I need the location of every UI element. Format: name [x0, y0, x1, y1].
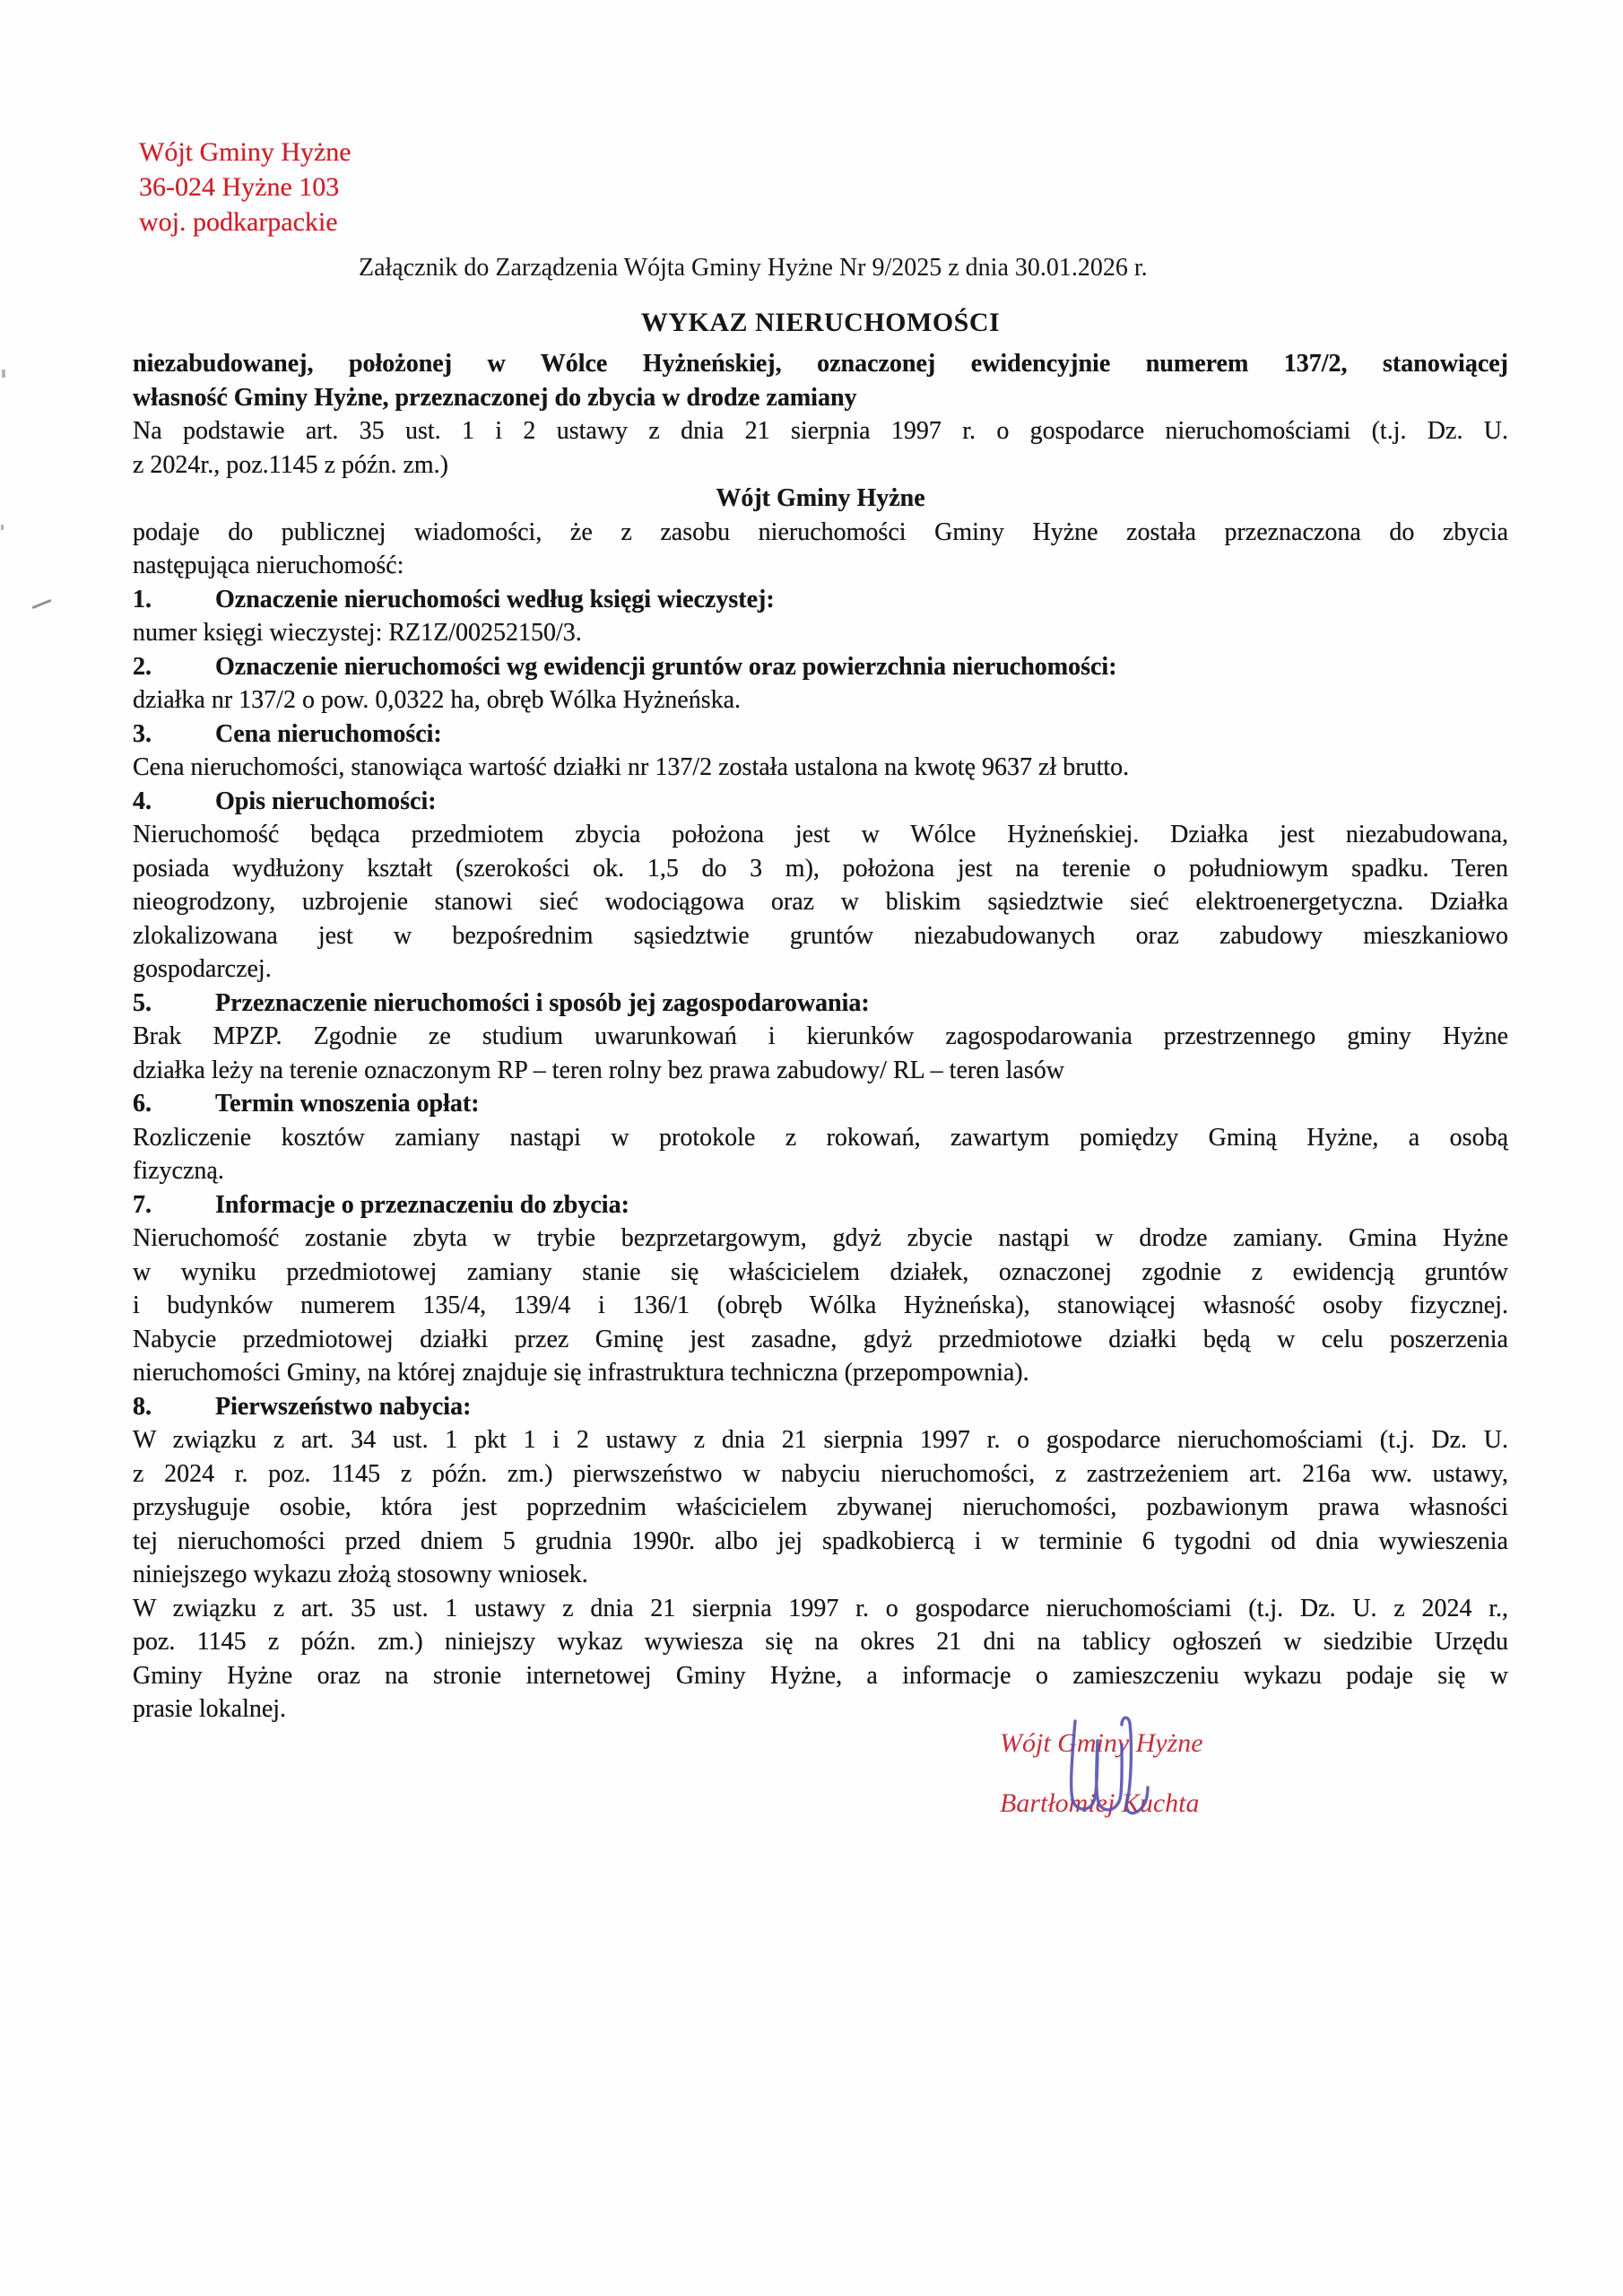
attachment-line: Załącznik do Zarządzenia Wójta Gminy Hyżne Nr 9/2025 z dnia 30.01.2026 r.	[359, 254, 1148, 282]
text-line: fizyczną.	[133, 1157, 224, 1185]
text-line: niniejszego wykazu złożą stosowny wniosek.	[133, 1561, 588, 1588]
text-line: nieruchomości Gminy, na której znajduje się infrastruktura techniczna (przepompownia).	[133, 1359, 1029, 1387]
section-heading-text: Oznaczenie nieruchomości według księgi wieczystej:	[215, 585, 775, 613]
text-line: Rozliczenie kosztów zamiany nastąpi w protokole z rokowań, zawartym pomiędzy Gminą Hyżne, a osobą	[133, 1123, 1508, 1152]
text-line: z 2024r., poz.1145 z późn. zm.)	[133, 450, 448, 479]
section-number: 6.	[133, 1090, 152, 1118]
text-line: przysługuje osobie, która jest poprzednim właścicielem zbywanej nieruchomości, pozbawionym prawa własności	[133, 1493, 1508, 1521]
scan-speck	[2, 370, 5, 378]
section-number: 4.	[133, 787, 152, 815]
section-heading-text: Pierwszeństwo nabycia:	[215, 1392, 472, 1421]
section-heading	[133, 785, 1508, 819]
section-heading-text: Termin wnoszenia opłat:	[215, 1090, 480, 1118]
section-paragraph	[133, 1121, 1508, 1188]
section-paragraph	[133, 818, 1508, 987]
section-heading	[133, 1087, 1508, 1121]
text-line: numer księgi wieczystej: RZ1Z/00252150/3.	[133, 619, 582, 647]
section-heading	[133, 650, 1508, 684]
section-number: 2.	[133, 652, 152, 681]
subject-paragraph	[133, 347, 1508, 414]
letterhead-line: 36-024 Hyżne 103	[139, 172, 340, 202]
document-column	[133, 135, 1508, 1726]
text-line: działka leży na terenie oznaczonym RP – teren rolny bez prawa zabudowy/ RL – teren lasów	[133, 1056, 1064, 1084]
text-line: gospodarczej.	[133, 955, 272, 983]
margin-pen-mark	[31, 599, 51, 609]
section-paragraph	[133, 683, 1508, 718]
signature-title: Wójt Gminy Hyżne	[1000, 1728, 1203, 1758]
text-line: Na podstawie art. 35 ust. 1 i 2 ustawy z dnia 21 sierpnia 1997 r. o gospodarce nieruchomościami (t.j. Dz. U.	[133, 417, 1508, 445]
section-heading	[133, 583, 1508, 617]
text-line: tej nieruchomości przed dniem 5 grudnia 1990r. albo jej spadkobiercą i w terminie 6 tygodni od dnia wywieszenia	[133, 1526, 1508, 1555]
text-line: podaje do publicznej wiadomości, że z zasobu nieruchomości Gminy Hyżne została przeznaczona do zbycia	[133, 517, 1508, 546]
text-line: prasie lokalnej.	[133, 1695, 287, 1723]
text-line: następująca nieruchomość:	[133, 552, 404, 579]
section-number: 8.	[133, 1392, 152, 1421]
text-line: Nieruchomość zostanie zbyta w trybie bezprzetargowym, gdyż zbycie nastąpi w drodze zamiany. Gmina Hyżne	[133, 1224, 1508, 1252]
text-line: nieogrodzony, uzbrojenie stanowi sieć wodociągowa oraz w bliskim sąsiedztwie sieć elektroenergetyczna. Działka	[133, 888, 1508, 916]
section-paragraph	[133, 751, 1508, 785]
text-line: Brak MPZP. Zgodnie ze studium uwarunkowań i kierunków zagospodarowania przestrzennego gminy Hyżne	[133, 1022, 1508, 1050]
section-heading	[133, 1390, 1508, 1424]
text-line: Gminy Hyżne oraz na stronie internetowej Gminy Hyżne, a informacje o zamieszczeniu wykazu podaje się w	[133, 1661, 1508, 1690]
text-line: W związku z art. 34 ust. 1 pkt 1 i 2 ustawy z dnia 21 sierpnia 1997 r. o gospodarce nieruchomościami (t.j. Dz. U.	[133, 1426, 1508, 1454]
section-heading	[133, 987, 1508, 1021]
section-number: 5.	[133, 988, 152, 1017]
section-paragraph	[133, 1592, 1508, 1726]
text-line: i budynków numerem 135/4, 139/4 i 136/1 (obręb Wólka Hyżneńska), stanowiącej własność osoby fizycznej.	[133, 1292, 1508, 1319]
section-heading-text: Opis nieruchomości:	[215, 787, 437, 815]
text-line: niezabudowanej, położonej w Wólce Hyżneńskiej, oznaczonej ewidencyjnie numerem 137/2, stanowiącej	[133, 350, 1508, 378]
scan-speck	[1, 525, 4, 530]
text-line: W związku z art. 35 ust. 1 ustawy z dnia 21 sierpnia 1997 r. o gospodarce nieruchomościami (t.j. Dz. U. z 2024 r.,	[133, 1594, 1508, 1622]
handwritten-signature-ink	[1051, 1709, 1185, 1834]
text-line: zlokalizowana jest w bezpośrednim sąsiedztwie gruntów niezabudowanych oraz zabudowy mieszkaniowo	[133, 921, 1508, 950]
document-title: WYKAZ NIERUCHOMOŚCI	[640, 308, 1001, 337]
text-line: z 2024 r. poz. 1145 z późn. zm.) pierwszeństwo w nabyciu nieruchomości, z zastrzeżeniem art. 216a ww. ustawy,	[133, 1459, 1508, 1488]
section-number: 3.	[133, 719, 152, 748]
section-heading-text: Informacje o przeznaczeniu do zbycia:	[215, 1190, 629, 1219]
text-line: w wyniku przedmiotowej zamiany stanie się właścicielem działek, oznaczonej zgodnie z ewidencją gruntów	[133, 1257, 1508, 1286]
section-paragraph	[133, 1222, 1508, 1390]
text-line: poz. 1145 z późn. zm.) niniejszy wykaz wywiesza się na okres 21 dni na tablicy ogłoszeń w siedzibie Urzędu	[133, 1628, 1508, 1656]
text-line: własność Gminy Hyżne, przeznaczonej do zbycia w drodze zamiany	[133, 383, 857, 412]
signature-name: Bartłomiej Kuchta	[1000, 1788, 1200, 1818]
authority-line: Wójt Gminy Hyżne	[716, 484, 925, 512]
text-line: Nabycie przedmiotowej działki przez Gminę jest zasadne, gdyż przedmiotowe działki będą w celu poszerzenia	[133, 1325, 1508, 1353]
section-heading-text: Oznaczenie nieruchomości wg ewidencji gruntów oraz powierzchnia nieruchomości:	[215, 652, 1117, 681]
section-number: 7.	[133, 1190, 152, 1219]
section-heading-text: Przeznaczenie nieruchomości i sposób jej zagospodarowania:	[215, 988, 870, 1017]
text-line: działka nr 137/2 o pow. 0,0322 ha, obręb Wólka Hyżneńska.	[133, 686, 742, 714]
text-line: Nieruchomość będąca przedmiotem zbycia położona jest w Wólce Hyżneńskiej. Działka jest niezabudowana,	[133, 821, 1508, 848]
section-paragraph	[133, 616, 1508, 650]
text-line: Cena nieruchomości, stanowiąca wartość działki nr 137/2 została ustalona na kwotę 9637 zł brutto.	[133, 753, 1130, 781]
section-heading-text: Cena nieruchomości:	[215, 719, 442, 748]
legal-basis-paragraph	[133, 414, 1508, 482]
section-heading	[133, 718, 1508, 752]
text-line: posiada wydłużony kształt (szerokości ok. 1,5 do 3 m), położona jest na terenie o południowym spadku. Teren	[133, 854, 1508, 883]
section-heading	[133, 1188, 1508, 1222]
announcement-paragraph	[133, 516, 1508, 583]
letterhead-line: woj. podkarpackie	[139, 207, 338, 237]
section-paragraph	[133, 1020, 1508, 1087]
letterhead	[139, 135, 1508, 239]
letterhead-line: Wójt Gminy Hyżne	[139, 137, 352, 167]
section-number: 1.	[133, 585, 152, 613]
document-body	[133, 347, 1508, 1726]
section-paragraph	[133, 1423, 1508, 1592]
